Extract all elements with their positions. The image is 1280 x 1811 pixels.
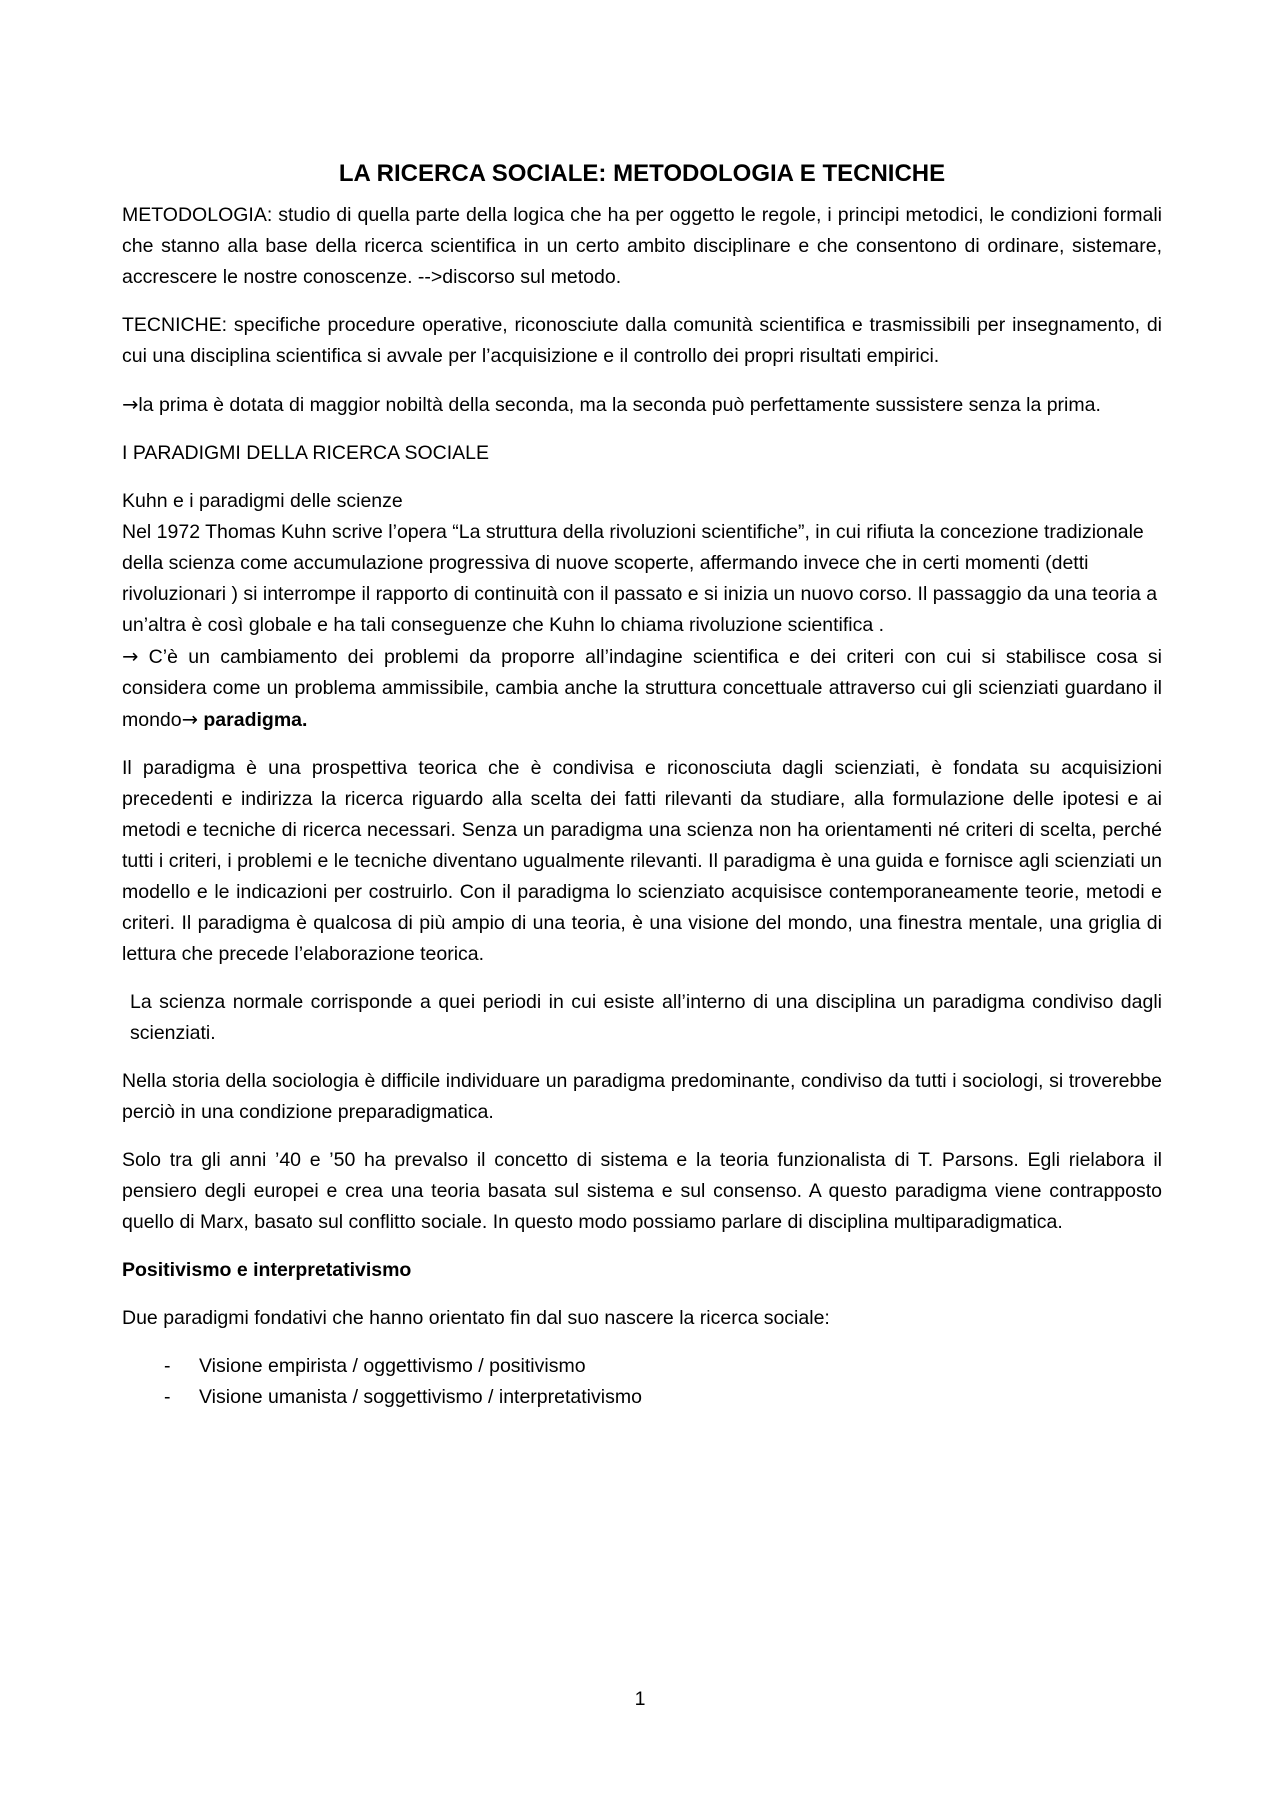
positivismo-heading bbox=[122, 1255, 1162, 1286]
bullet-dash: - bbox=[164, 1386, 171, 1408]
visioni-list bbox=[122, 1351, 1162, 1413]
paradigma-term: paradigma. bbox=[203, 709, 308, 731]
list-item bbox=[122, 1351, 1162, 1382]
list-item bbox=[122, 1382, 1162, 1413]
paradigmi-heading: I PARADIGMI DELLA RICERCA SOCIALE bbox=[122, 442, 489, 464]
scienza-normale-paragraph: La scienza normale corrisponde a quei periodi in cui esiste all’interno di una disciplina un paradigma condiviso dagli scienziati. bbox=[130, 991, 1162, 1044]
kuhn-paragraph: Nel 1972 Thomas Kuhn scrive l’opera “La struttura della rivoluzioni scientifiche”, in cui rifiuta la concezione tradizionale della scienza come accumulazione progressiva di nuove scoperte, affermando invece che in certi momenti (detti rivoluzionari ) si interrompe il rapporto di continuità con il passato e si inizia un nuovo corso. Il passaggio da una teoria a un’altra è così globale e ha tali conseguenze che Kuhn lo chiama rivoluzione scientifica . bbox=[122, 521, 1158, 636]
document-page bbox=[122, 156, 1162, 1413]
tecniche-paragraph: TECNICHE: specifiche procedure operative, riconosciute dalla comunità scientifica e trasmissibili per insegnamento, di cui una disciplina scientifica si avvale per l’acquisizione e il controllo dei propri risultati empirici. bbox=[122, 314, 1162, 367]
cambiamento-text: C’è un cambiamento dei problemi da proporre all’indagine scientifica e dei criteri con cui si stabilisce cosa si considera come un problema ammissibile, cambia anche la struttura concettuale attraverso cui gli scienziati guardano il mondo bbox=[122, 646, 1162, 731]
due-paradigmi-paragraph: Due paradigmi fondativi che hanno orientato fin dal suo nascere la ricerca sociale: bbox=[122, 1307, 830, 1329]
paradigma-definition-paragraph: Il paradigma è una prospettiva teorica che è condivisa e riconosciuta dagli scienziati, è fondata su acquisizioni precedenti e indirizza la ricerca riguardo alla scelta dei fatti rilevanti da studiare, alla formulazione delle ipotesi e ai metodi e tecniche di ricerca necessari. Senza un paradigma una scienza non ha orientamenti né criteri di scelta, perché tutti i criteri, i problemi e le tecniche diventano ugualmente rilevanti. Il paradigma è una guida e fornisce agli scienziati un modello e le indicazioni per costruirlo. Con il paradigma lo scienziato acquisisce contemporaneamente teorie, metodi e criteri. Il paradigma è qualcosa di più ampio di una teoria, è una visione del mondo, una finestra mentale, una griglia di lettura che precede l’elaborazione teorica. bbox=[122, 757, 1162, 965]
page-number: 1 bbox=[634, 1688, 646, 1710]
storia-sociologia-paragraph: Nella storia della sociologia è difficile individuare un paradigma predominante, condiviso da tutti i sociologi, si troverebbe perciò in una condizione preparadigmatica. bbox=[122, 1070, 1162, 1123]
list-item-text: Visione umanista / soggettivismo / interpretativismo bbox=[199, 1386, 642, 1408]
metodologia-paragraph: METODOLOGIA: studio di quella parte della logica che ha per oggetto le regole, i principi metodici, le condizioni formali che stanno alla base della ricerca scientifica in un certo ambito disciplinare e che consentono di ordinare, sistemare, accrescere le nostre conoscenze. -->discorso sul metodo. bbox=[122, 204, 1162, 288]
arrow-icon: → bbox=[181, 708, 198, 731]
arrow-icon: → bbox=[122, 393, 139, 416]
nobilta-paragraph bbox=[122, 389, 1162, 421]
bullet-dash: - bbox=[164, 1355, 171, 1377]
cambiamento-paragraph bbox=[122, 641, 1162, 736]
nobilta-text: la prima è dotata di maggior nobiltà della seconda, ma la seconda può perfettamente sussistere senza la prima. bbox=[138, 394, 1101, 416]
document-title: LA RICERCA SOCIALE: METODOLOGIA E TECNICHE bbox=[338, 160, 946, 187]
parsons-paragraph: Solo tra gli anni ’40 e ’50 ha prevalso il concetto di sistema e la teoria funzionalista di T. Parsons. Egli rielabora il pensiero degli europei e crea una teoria basata sul sistema e sul consenso. A questo paradigma viene contrapposto quello di Marx, basato sul conflitto sociale. In questo modo possiamo parlare di disciplina multiparadigmatica. bbox=[122, 1149, 1162, 1233]
arrow-icon: → bbox=[122, 645, 139, 668]
kuhn-heading: Kuhn e i paradigmi delle scienze bbox=[122, 490, 403, 512]
list-item-text: Visione empirista / oggettivismo / positivismo bbox=[199, 1355, 586, 1377]
positivismo-heading-text: Positivismo e interpretativismo bbox=[122, 1259, 412, 1281]
